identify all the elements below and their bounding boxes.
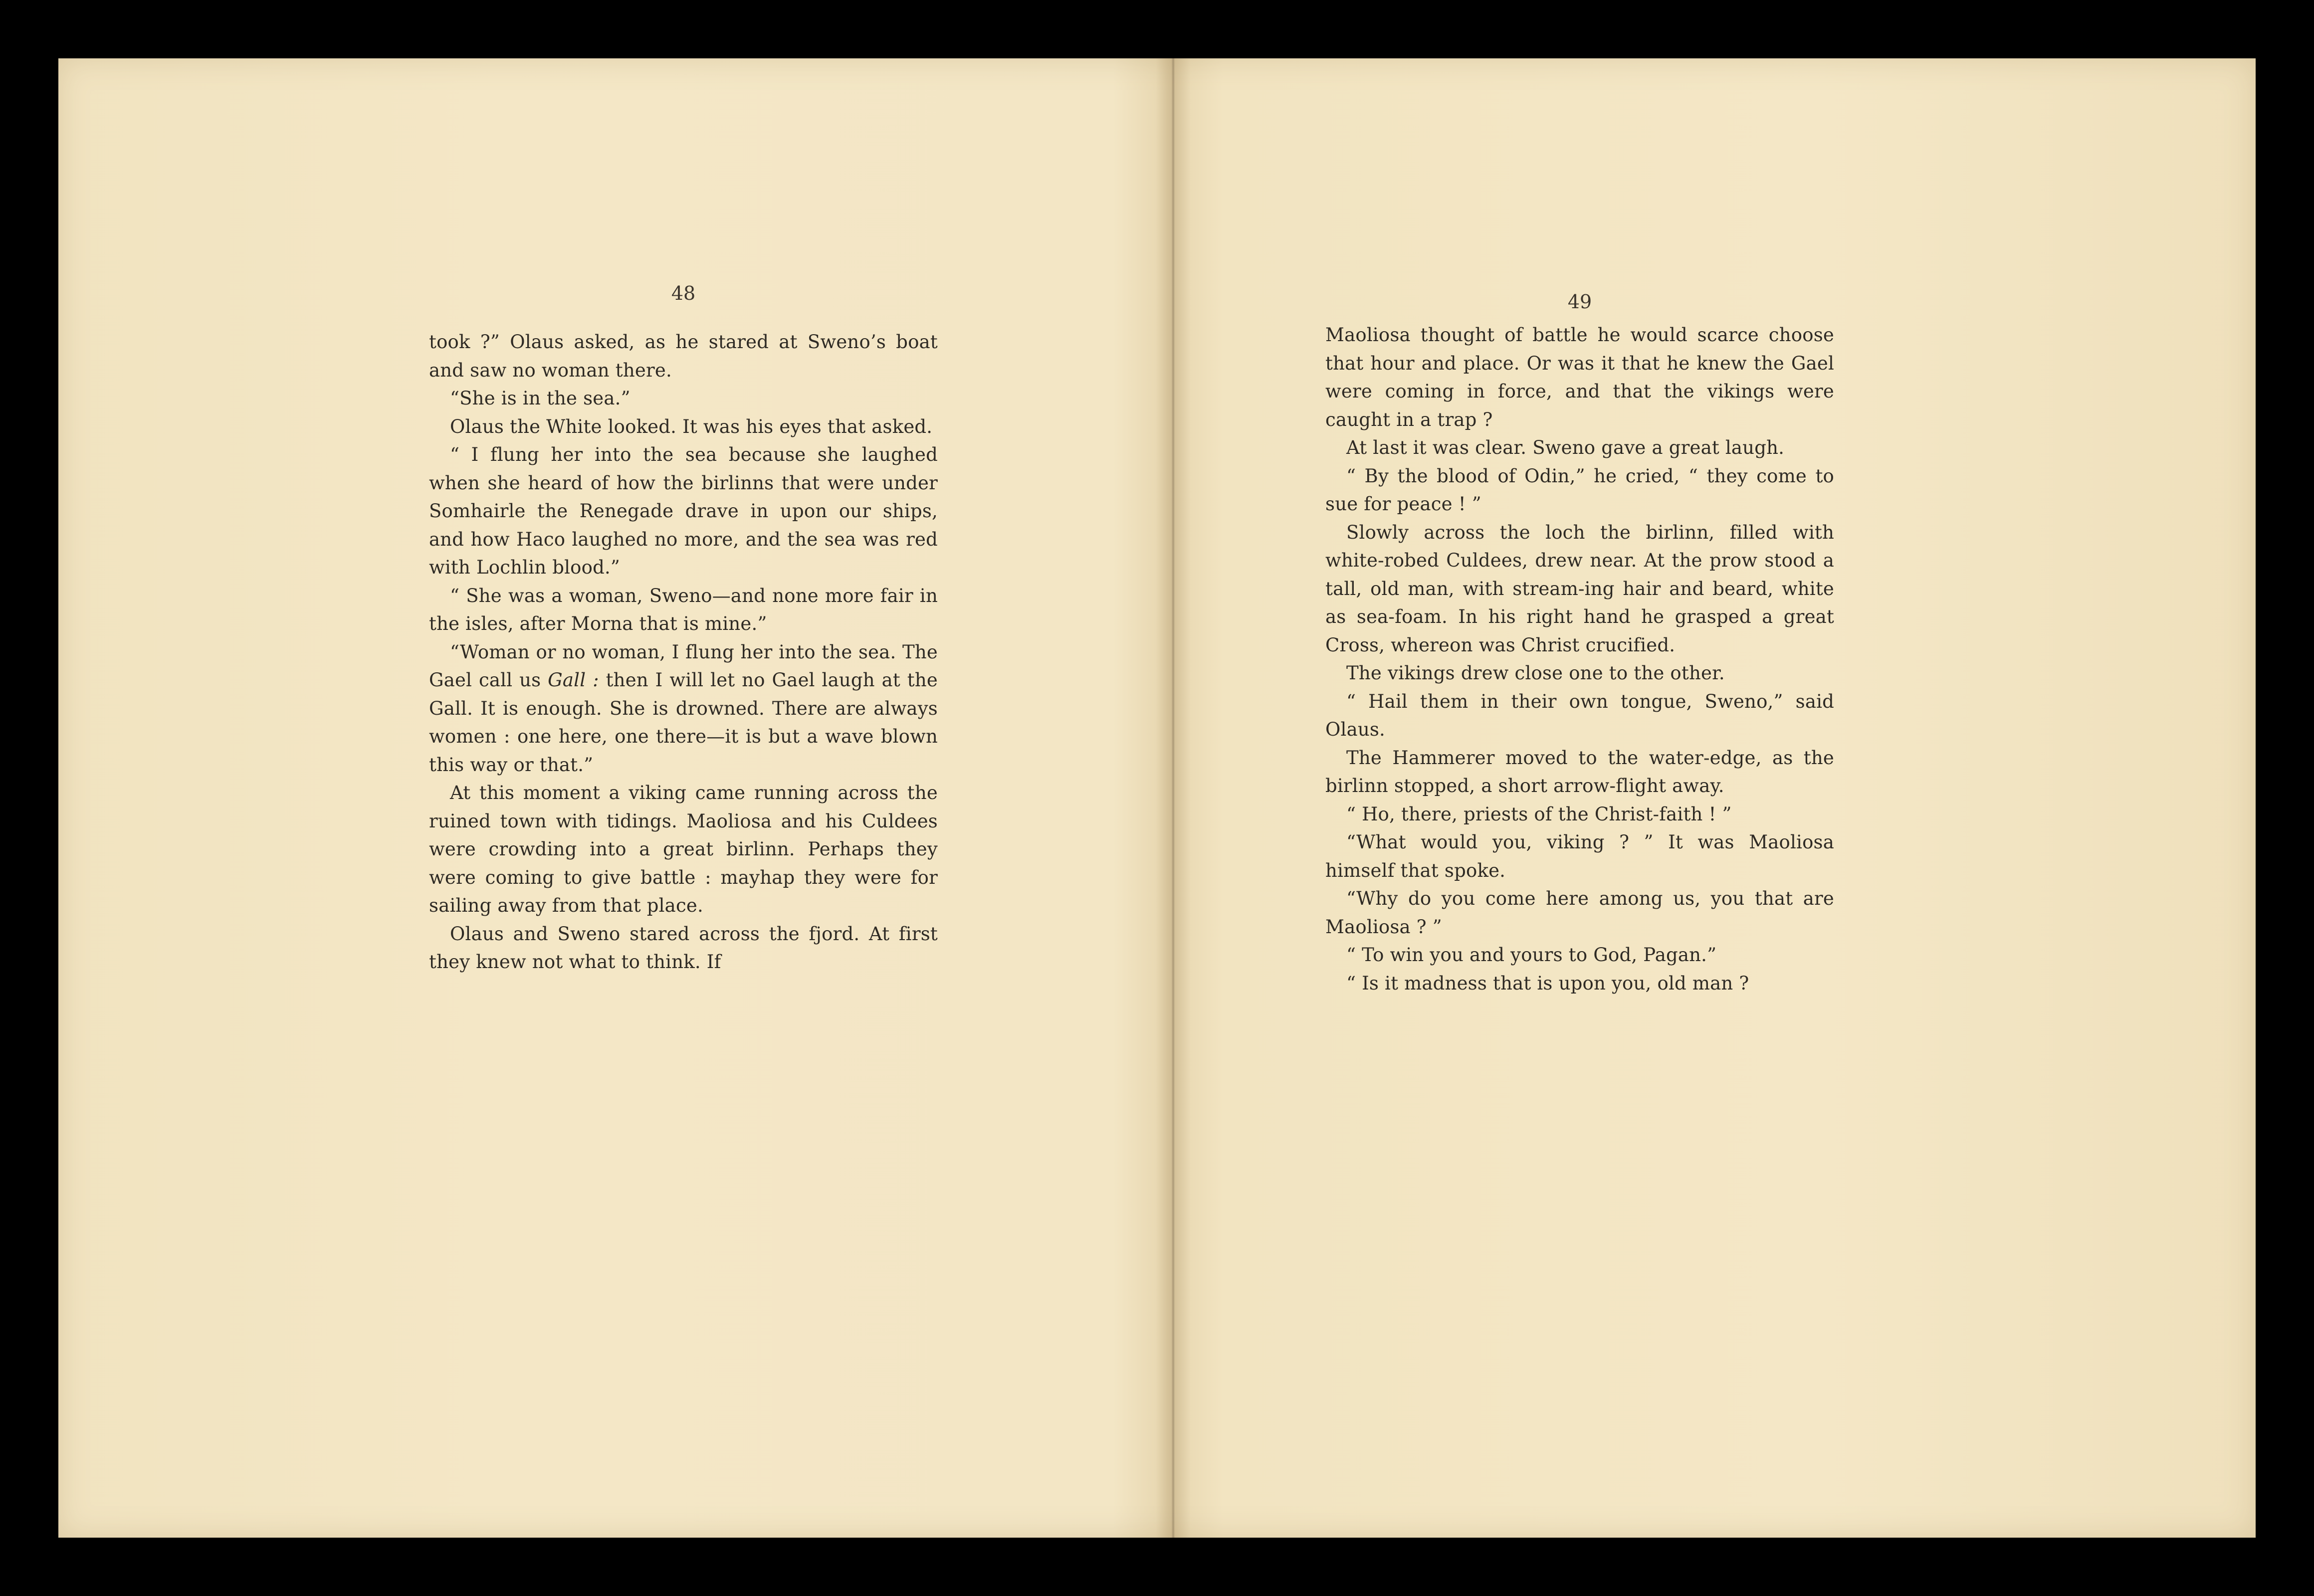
italic-word: Gall : [548, 669, 599, 691]
paragraph: “ She was a woman, Sweno—and none more fair in the isles, after Morna that is mine.” [429, 585, 938, 634]
paragraph: Slowly across the loch the birlinn, filled with white-robed Culdees, drew near. At the prow stood a tall, old man, with stream-ing hair and beard, white as sea-foam. In his right hand he grasped a great Cross, whereon was Christ crucified. [1325, 521, 1834, 656]
paragraph: “ To win you and yours to God, Pagan.” [1346, 944, 1717, 966]
paragraph: Olaus the White looked. It was his eyes that asked. [450, 415, 933, 437]
paragraph: “ Hail them in their own tongue, Sweno,” said Olaus. [1325, 690, 1834, 740]
page-number: 48 [671, 282, 696, 304]
page-number: 49 [1567, 291, 1592, 313]
paragraph-text: then I will let no Gael laugh at the Gall. It is enough. She is drowned. There are always women : one here, one there—it is but a wave blown this way or that.” [429, 669, 938, 776]
paragraph: The Hammerer moved to the water-edge, as the birlinn stopped, a short arrow-flight away. [1325, 747, 1834, 797]
paragraph-text: “Woman or no woman, I flung her into the sea. The Gael call us [429, 641, 938, 691]
paragraph: “She is in the sea.” [450, 388, 631, 409]
paragraph: Olaus and Sweno stared across the fjord. At first they knew not what to think. If [429, 923, 938, 973]
paragraph: “ Ho, there, priests of the Christ-faith ! ” [1346, 803, 1732, 825]
paragraph: “What would you, viking ? ” It was Maoliosa himself that spoke. [1325, 831, 1834, 881]
paragraph: The vikings drew close one to the other. [1346, 662, 1725, 684]
paragraph: “ By the blood of Odin,” he cried, “ they come to sue for peace ! ” [1325, 465, 1834, 515]
paragraph [429, 638, 938, 780]
paragraph: “Why do you come here among us, you that are Maoliosa ? ” [1325, 888, 1834, 938]
book-gutter [1156, 58, 1191, 1538]
book-spread [58, 58, 2256, 1538]
paragraph: At this moment a viking came running across the ruined town with tidings. Maoliosa and his Culdees were crowding into a great birlinn. Perhaps they were coming to give battle : mayhap they were for sailing away from that place. [429, 782, 938, 916]
paragraph: At last it was clear. Sweno gave a great laugh. [1346, 437, 1785, 458]
paragraph: took ?” Olaus asked, as he stared at Sweno’s boat and saw no woman there. [429, 331, 938, 381]
right-page [1325, 288, 1834, 998]
paragraph: “ Is it madness that is upon you, old man ? [1346, 972, 1749, 994]
page-body [429, 328, 938, 977]
page-body [1325, 321, 1834, 998]
left-page [429, 279, 938, 977]
paragraph: “ I flung her into the sea because she laughed when she heard of how the birlinns that were under Somhairle the Renegade drave in upon our ships, and how Haco laughed no more, and the sea was red with Lochlin blood.” [429, 444, 938, 578]
paragraph: Maoliosa thought of battle he would scarce choose that hour and place. Or was it that he knew the Gael were coming in force, and that the vikings were caught in a trap ? [1325, 324, 1834, 430]
